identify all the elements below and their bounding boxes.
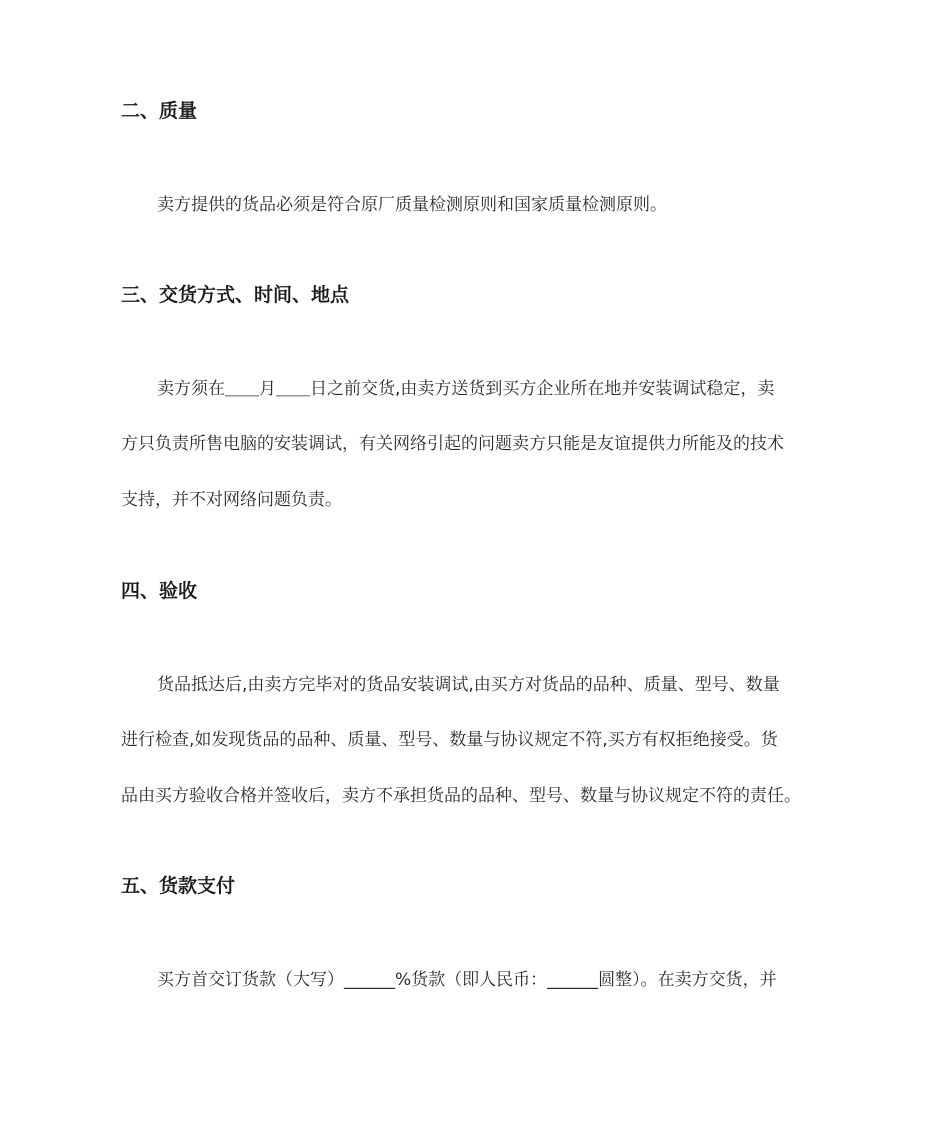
paragraph-line: 品由买方验收合格并签收后，卖方不承担货品的品种、型号、数量与协议规定不符的责任。: [121, 786, 801, 806]
section-heading-delivery: 三、交货方式、时间、地点: [121, 284, 350, 306]
paragraph-line: 支持，并不对网络问题负责。: [121, 490, 342, 510]
paragraph-line: 卖方提供的货品必须是符合原厂质量检测原则和国家质量检测原则。: [157, 195, 667, 215]
section-heading-quality: 二、质量: [121, 100, 198, 122]
paragraph-line: 卖方须在＿＿月＿＿日之前交货,由卖方送货到买方企业所在地并安装调试稳定，卖: [157, 379, 775, 399]
paragraph-line: 进行检查,如发现货品的品种、质量、型号、数量与协议规定不符,买方有权拒绝接受。货: [121, 730, 778, 750]
paragraph-line: 买方首交订货款（大写）______%货款（即人民币：______圆整）。在卖方交货，并: [157, 970, 777, 990]
section-heading-payment: 五、货款支付: [121, 875, 236, 897]
section-heading-acceptance: 四、验收: [121, 580, 198, 602]
paragraph-line: 方只负责所售电脑的安装调试，有关网络引起的问题卖方只能是友谊提供力所能及的技术: [121, 434, 784, 454]
paragraph-line: 货品抵达后,由卖方完毕对的货品安装调试,由买方对货品的品种、质量、型号、数量: [157, 675, 780, 695]
